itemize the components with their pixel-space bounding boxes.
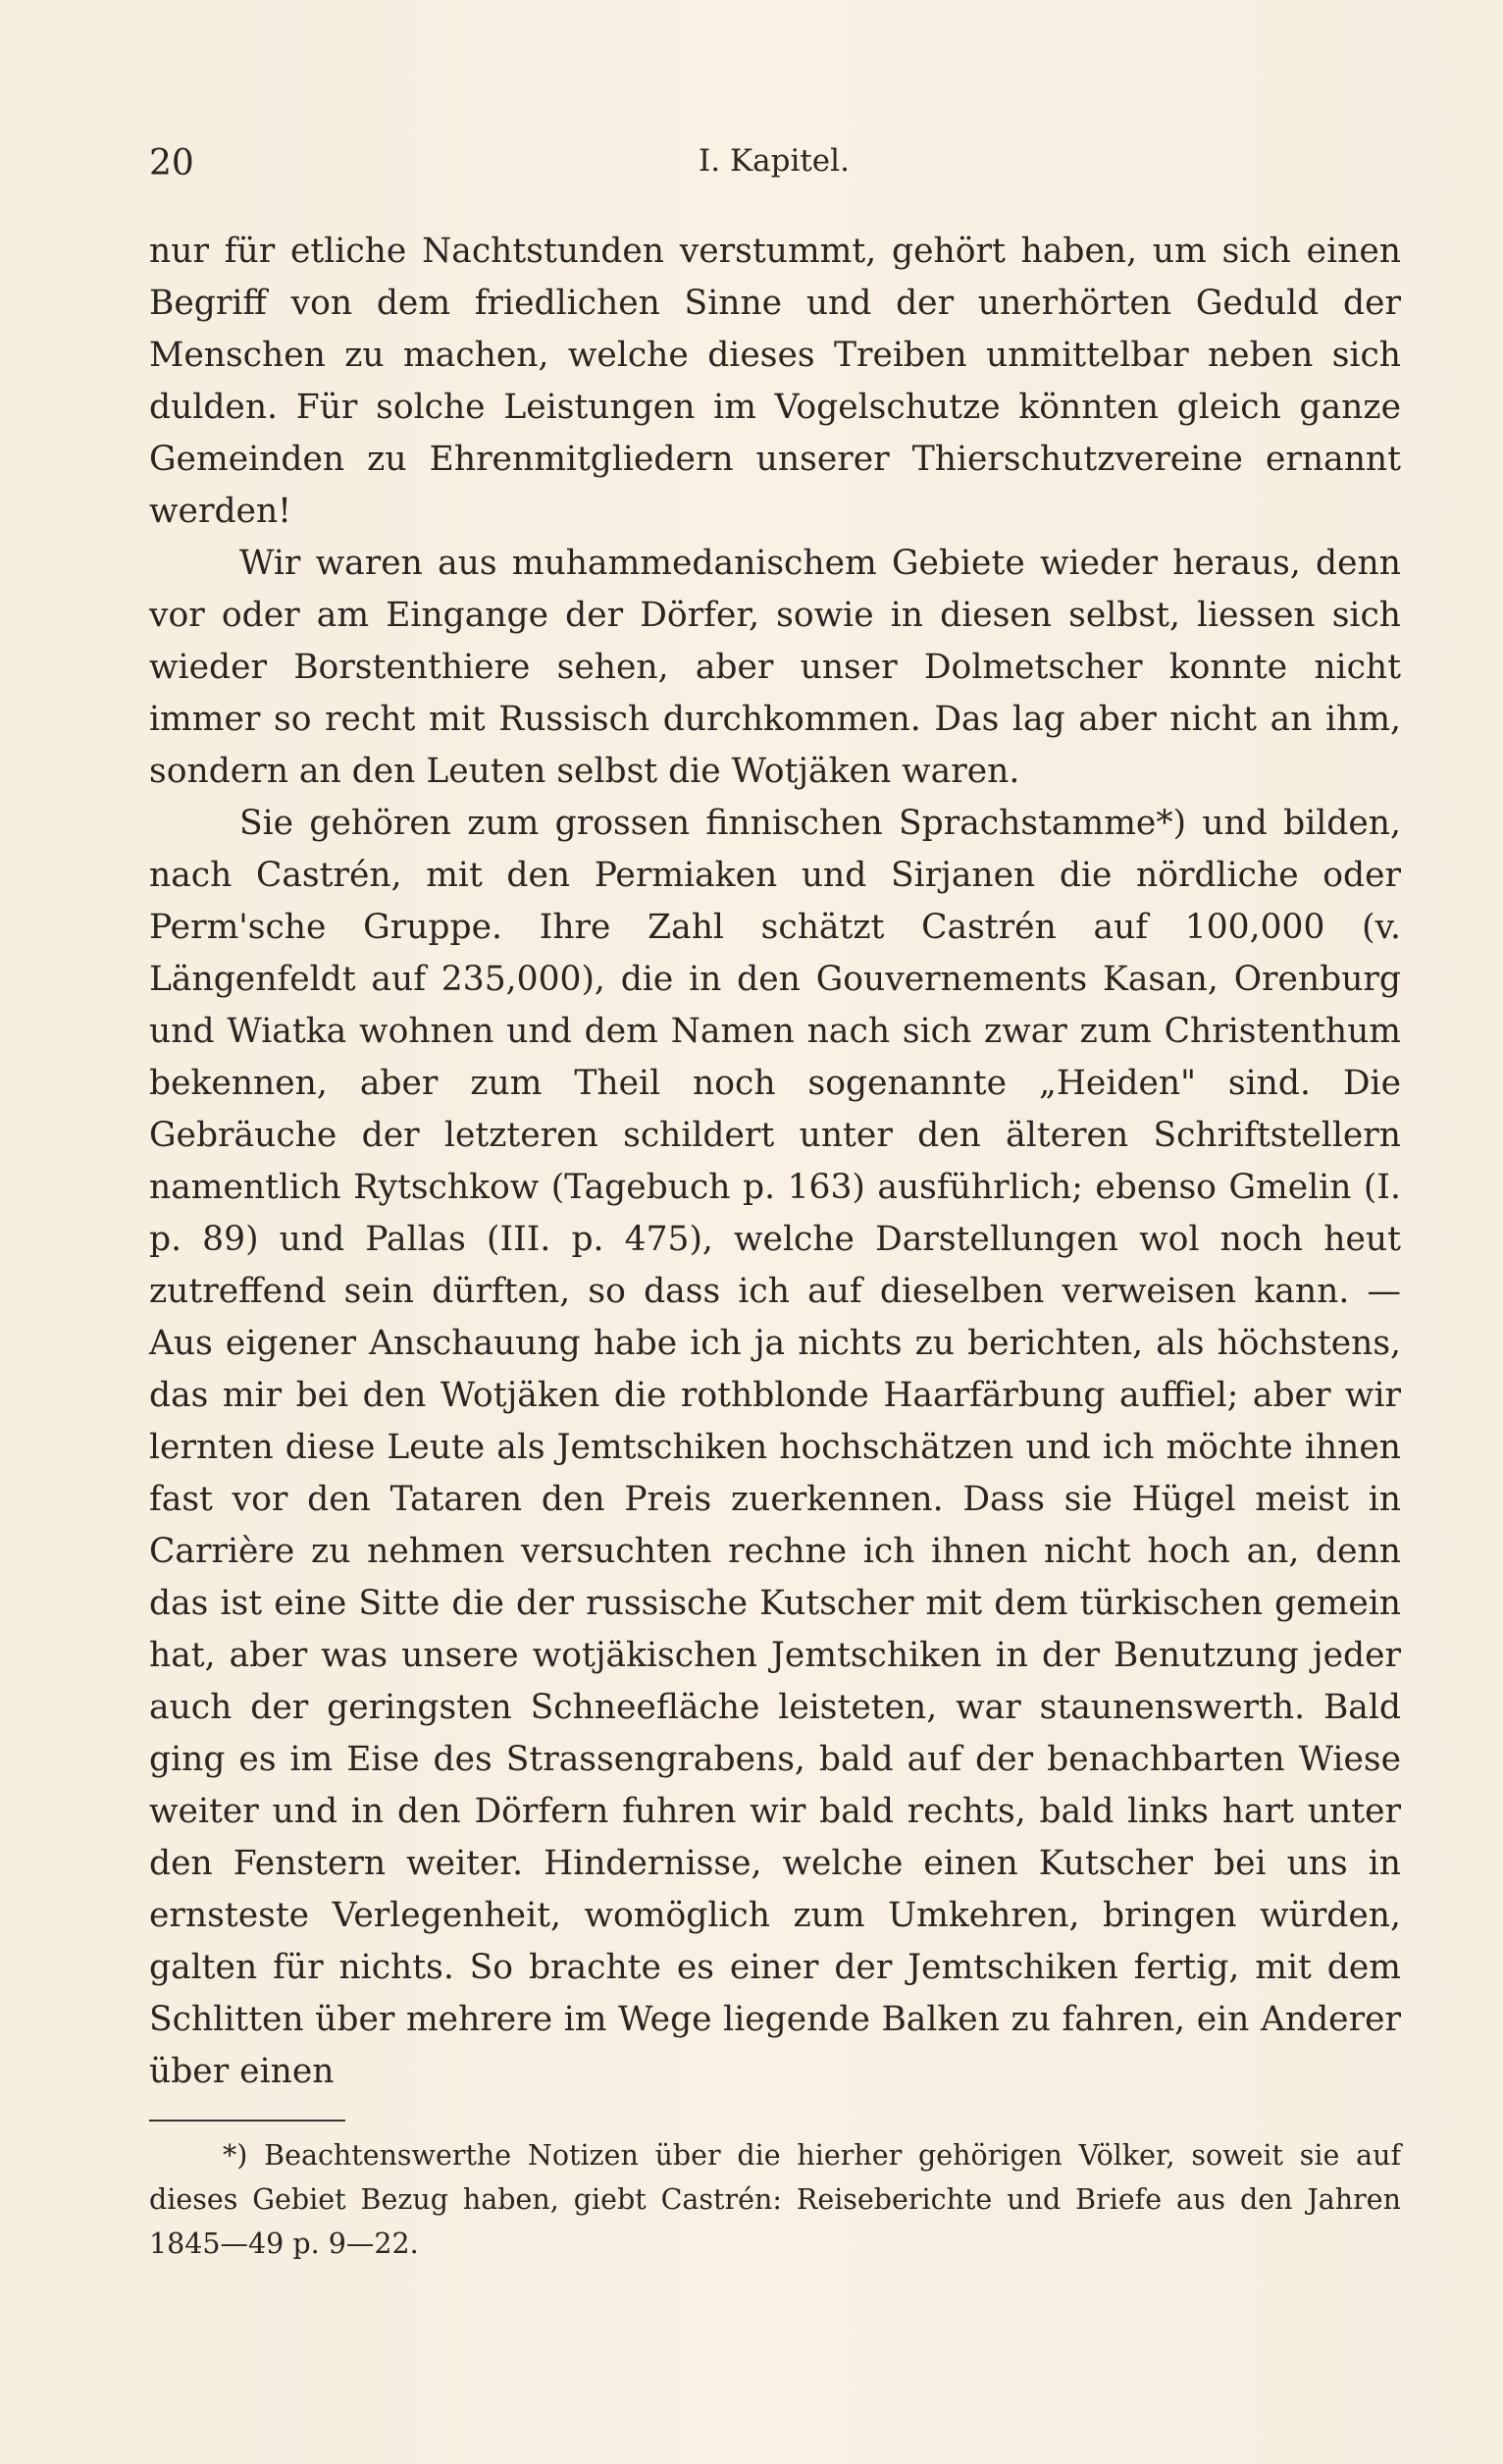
running-head: I. Kapitel.	[699, 143, 850, 179]
footnote: *) Beachtenswerthe Notizen über die hierher gehörigen Völker, soweit sie auf dieses Gebiet Bezug haben, giebt Castrén: Reiseberichte und Briefe aus den Jahren 1845—49 p. 9—22.	[149, 2139, 1401, 2260]
paragraph-2: Wir waren aus muhammedanischem Gebiete wieder heraus, denn vor oder am Eingange der Dörfer, sowie in diesen selbst, liessen sich wieder Borstenthiere sehen, aber unser Dolmetscher konnte nicht immer so recht mit Russisch durchkommen. Das lag aber nicht an ihm, sondern an den Leuten selbst die Wotjäken waren.	[149, 544, 1401, 791]
footnote-divider	[149, 2120, 345, 2122]
paragraph-3: Sie gehören zum grossen finnischen Sprachstamme*) und bilden, nach Castrén, mit den Permiaken und Sirjanen die nördliche oder Perm'sche Gruppe. Ihre Zahl schätzt Castrén auf 100,000 (v. Längenfeldt auf 235,000), die in den Gouvernements Kasan, Orenburg und Wiatka wohnen und dem Namen nach sich zwar zum Christenthum bekennen, aber zum Theil noch sogenannte „Heiden" sind. Die Gebräuche der letzteren schildert unter den älteren Schriftstellern namentlich Rytschkow (Tagebuch p. 163) ausführlich; ebenso Gmelin (I. p. 89) und Pallas (III. p. 475), welche Darstellungen wol noch heut zutreffend sein dürften, so dass ich auf dieselben verweisen kann. — Aus eigener Anschauung habe ich ja nichts zu berichten, als höchstens, das mir bei den Wotjäken die rothblonde Haarfärbung auffiel; aber wir lernten diese Leute als Jemtschiken hochschätzen und ich möchte ihnen fast vor den Tataren den Preis zuerkennen. Dass sie Hügel meist in Carrière zu nehmen versuchten rechne ich ihnen nicht hoch an, denn das ist eine Sitte die der russische Kutscher mit dem türkischen gemein hat, aber was unsere wotjäkischen Jemtschiken in der Benutzung jeder auch der geringsten Schneefläche leisteten, war staunenswerth. Bald ging es im Eise des Strassengrabens, bald auf der benachbarten Wiese weiter und in den Dörfern fuhren wir bald rechts, bald links hart unter den Fenstern weiter. Hindernisse, welche einen Kutscher bei uns in ernsteste Verlegenheit, womöglich zum Umkehren, bringen würden, galten für nichts. So brachte es einer der Jemtschiken fertig, mit dem Schlitten über mehrere im Wege liegende Balken zu fahren, ein Anderer über einen	[149, 804, 1401, 2091]
page-header	[149, 143, 1401, 192]
page-number: 20	[149, 143, 194, 183]
body-text	[149, 226, 1401, 2098]
paragraph-1: nur für etliche Nachtstunden verstummt, gehört haben, um sich einen Begriff von dem friedlichen Sinne und der unerhörten Geduld der Menschen zu machen, welche dieses Treiben unmittelbar neben sich dulden. Für solche Leistungen im Vogelschutze könnten gleich ganze Gemeinden zu Ehrenmitgliedern unserer Thierschutzvereine ernannt werden!	[149, 232, 1401, 531]
